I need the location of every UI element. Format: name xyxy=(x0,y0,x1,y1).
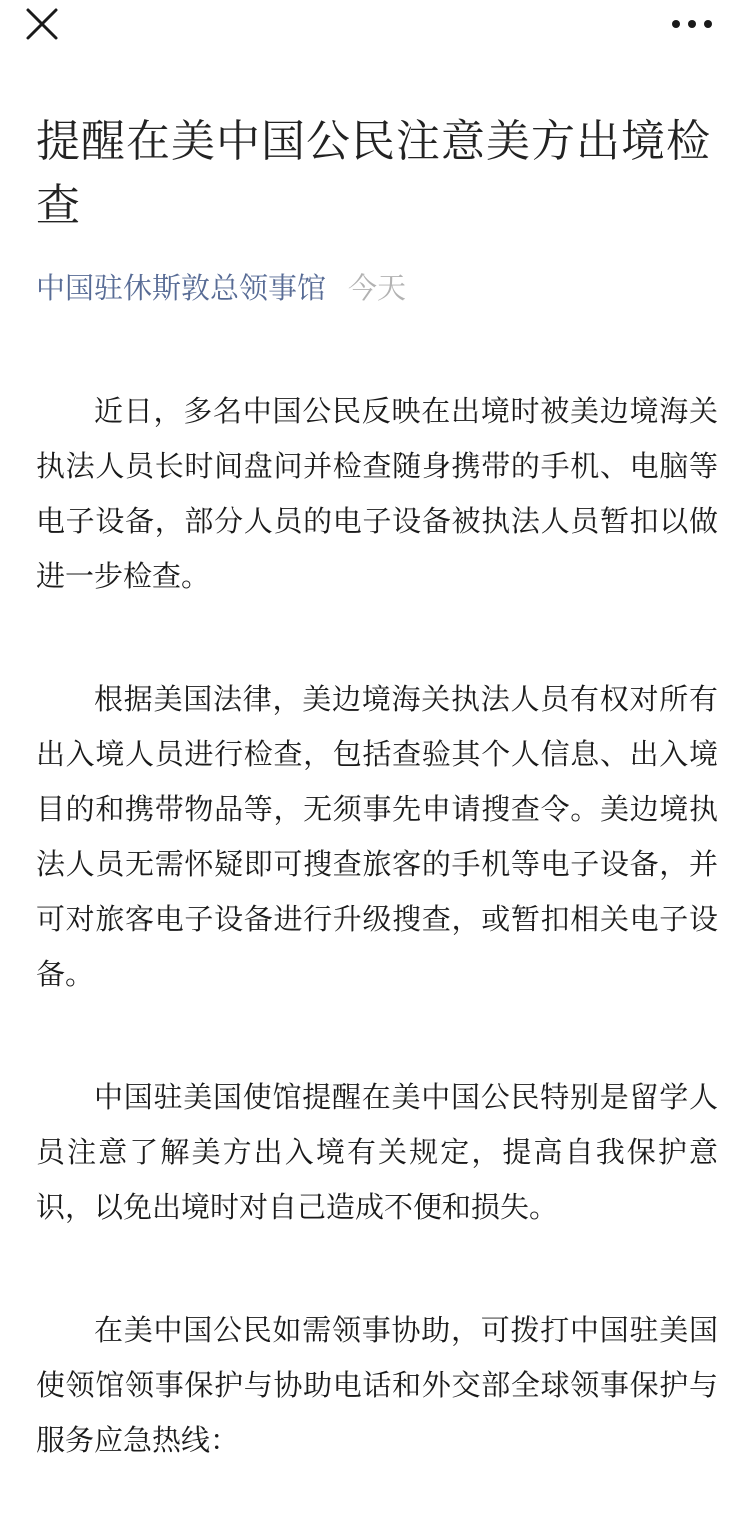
article-meta xyxy=(36,268,406,308)
article-paragraph: 近日，多名中国公民反映在出境时被美边境海关执法人员长时间盘问并检查随身携带的手机、电脑等电子设备，部分人员的电子设备被执法人员暂扣以做进一步检查。 xyxy=(36,394,718,593)
account-name-link[interactable]: 中国驻休斯敦总领事馆 xyxy=(36,271,327,305)
top-bar xyxy=(0,0,750,50)
article-body xyxy=(36,384,718,1536)
article-paragraph: 在美中国公民如需领事协助，可拨打中国驻美国使领馆领事保护与协助电话和外交部全球领事保护与服务应急热线： xyxy=(36,1313,718,1457)
article-paragraph: 中国驻美国使馆提醒在美中国公民特别是留学人员注意了解美方出入境有关规定，提高自我保护意识，以免出境时对自己造成不便和损失。 xyxy=(36,1080,718,1224)
publish-date: 今天 xyxy=(348,271,407,305)
article-title: 提醒在美中国公民注意美方出境检查 xyxy=(36,116,711,231)
close-icon xyxy=(22,4,62,44)
close-button[interactable] xyxy=(22,4,62,44)
more-icon xyxy=(662,6,722,42)
more-options-button[interactable] xyxy=(662,6,722,42)
article-paragraph: 根据美国法律，美边境海关执法人员有权对所有出入境人员进行检查，包括查验其个人信息、出入境目的和携带物品等，无须事先申请搜查令。美边境执法人员无需怀疑即可搜查旅客的手机等电子设备，并可对旅客电子设备进行升级搜查，或暂扣相关电子设备。 xyxy=(36,682,718,991)
